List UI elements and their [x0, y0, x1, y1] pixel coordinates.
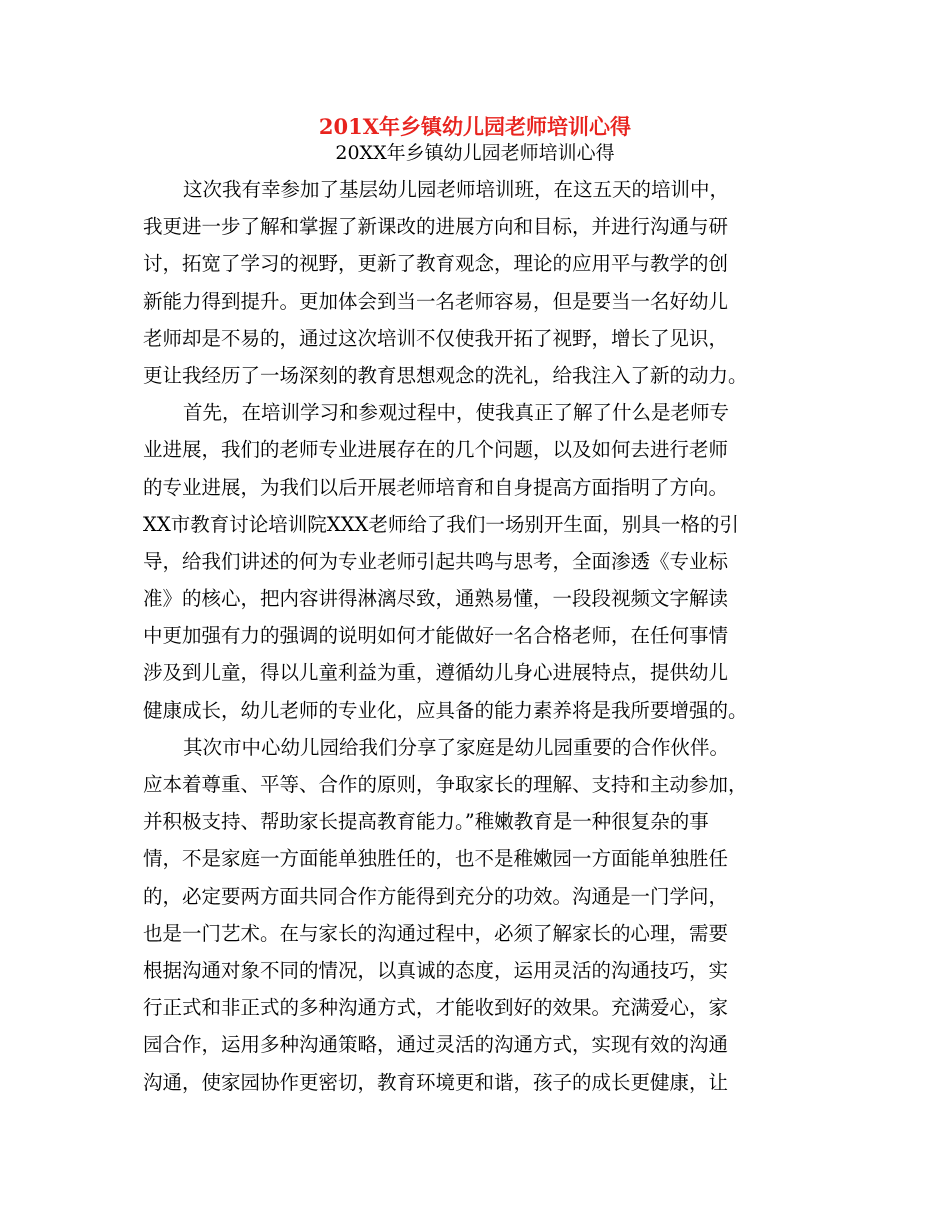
body-line: 中更加强有力的强调的说明如何才能做好一名合格老师，在任何事情 [143, 624, 729, 648]
body-line: 新能力得到提升。更加体会到当一名老师容易，但是要当一名好幼儿 [143, 289, 729, 313]
body-line: 行正式和非正式的多种沟通方式，才能收到好的效果。充满爱心，家 [143, 996, 729, 1020]
body-line: 老师却是不易的，通过这次培训不仅使我开拓了视野，增长了见识， [143, 326, 729, 350]
document-body [143, 171, 803, 1101]
document-subtitle: 20XX年乡镇幼儿园老师培训心得 [335, 142, 615, 164]
body-line: 导，给我们讲述的何为专业老师引起共鸣与思考，全面渗透《专业标 [143, 549, 729, 573]
body-line: 园合作，运用多种沟通策略，通过灵活的沟通方式，实现有效的沟通 [143, 1033, 729, 1057]
body-line: 应本着尊重、平等、合作的原则，争取家长的理解、支持和主动参加， [143, 773, 748, 796]
body-line: 的专业进展，为我们以后开展老师培育和自身提高方面指明了方向。 [143, 475, 729, 499]
document-title: 201X年乡镇幼儿园老师培训心得 [318, 114, 632, 139]
body-line: 这次我有幸参加了基层幼儿园老师培训班，在这五天的培训中， [183, 178, 730, 201]
body-line: 也是一门艺术。在与家长的沟通过程中，必须了解家长的心理，需要 [143, 921, 729, 945]
body-line: 根据沟通对象不同的情况，以真诚的态度，运用灵活的沟通技巧，实 [143, 958, 729, 982]
body-line: 沟通，使家园协作更密切，教育环境更和谐，孩子的成长更健康，让 [143, 1070, 729, 1094]
body-line: 涉及到儿童，得以儿童利益为重，遵循幼儿身心进展特点，提供幼儿 [143, 661, 729, 685]
body-line: 的，必定要两方面共同合作方能得到充分的功效。沟通是一门学问， [143, 884, 729, 908]
body-line: 更让我经历了一场深刻的教育思想观念的洗礼，给我注入了新的动力。 [143, 363, 748, 387]
body-line: XX市教育讨论培训院XXX老师给了我们一场别开生面，别具一格的引 [143, 512, 739, 536]
body-line: 首先，在培训学习和参观过程中，使我真正了解了什么是老师专 [183, 401, 730, 425]
body-line: 情，不是家庭一方面能单独胜任的，也不是稚嫩园一方面能单独胜任 [143, 847, 729, 871]
body-line: 我更进一步了解和掌握了新课改的进展方向和目标，并进行沟通与研 [143, 215, 729, 239]
body-line: 健康成长，幼儿老师的专业化，应具备的能力素养将是我所要增强的。 [143, 698, 748, 722]
body-line: 业进展，我们的老师专业进展存在的几个问题，以及如何去进行老师 [143, 438, 729, 462]
body-line: 讨，拓宽了学习的视野，更新了教育观念，理论的应用平与教学的创 [143, 252, 729, 276]
body-line: 其次市中心幼儿园给我们分享了家庭是幼儿园重要的合作伙伴。 [183, 735, 730, 759]
body-line: 准》的核心，把内容讲得淋漓尽致，通熟易懂，一段段视频文字解读 [143, 587, 729, 611]
body-line: 并积极支持、帮助家长提高教育能力。”稚嫩教育是一种很复杂的事 [143, 810, 709, 834]
